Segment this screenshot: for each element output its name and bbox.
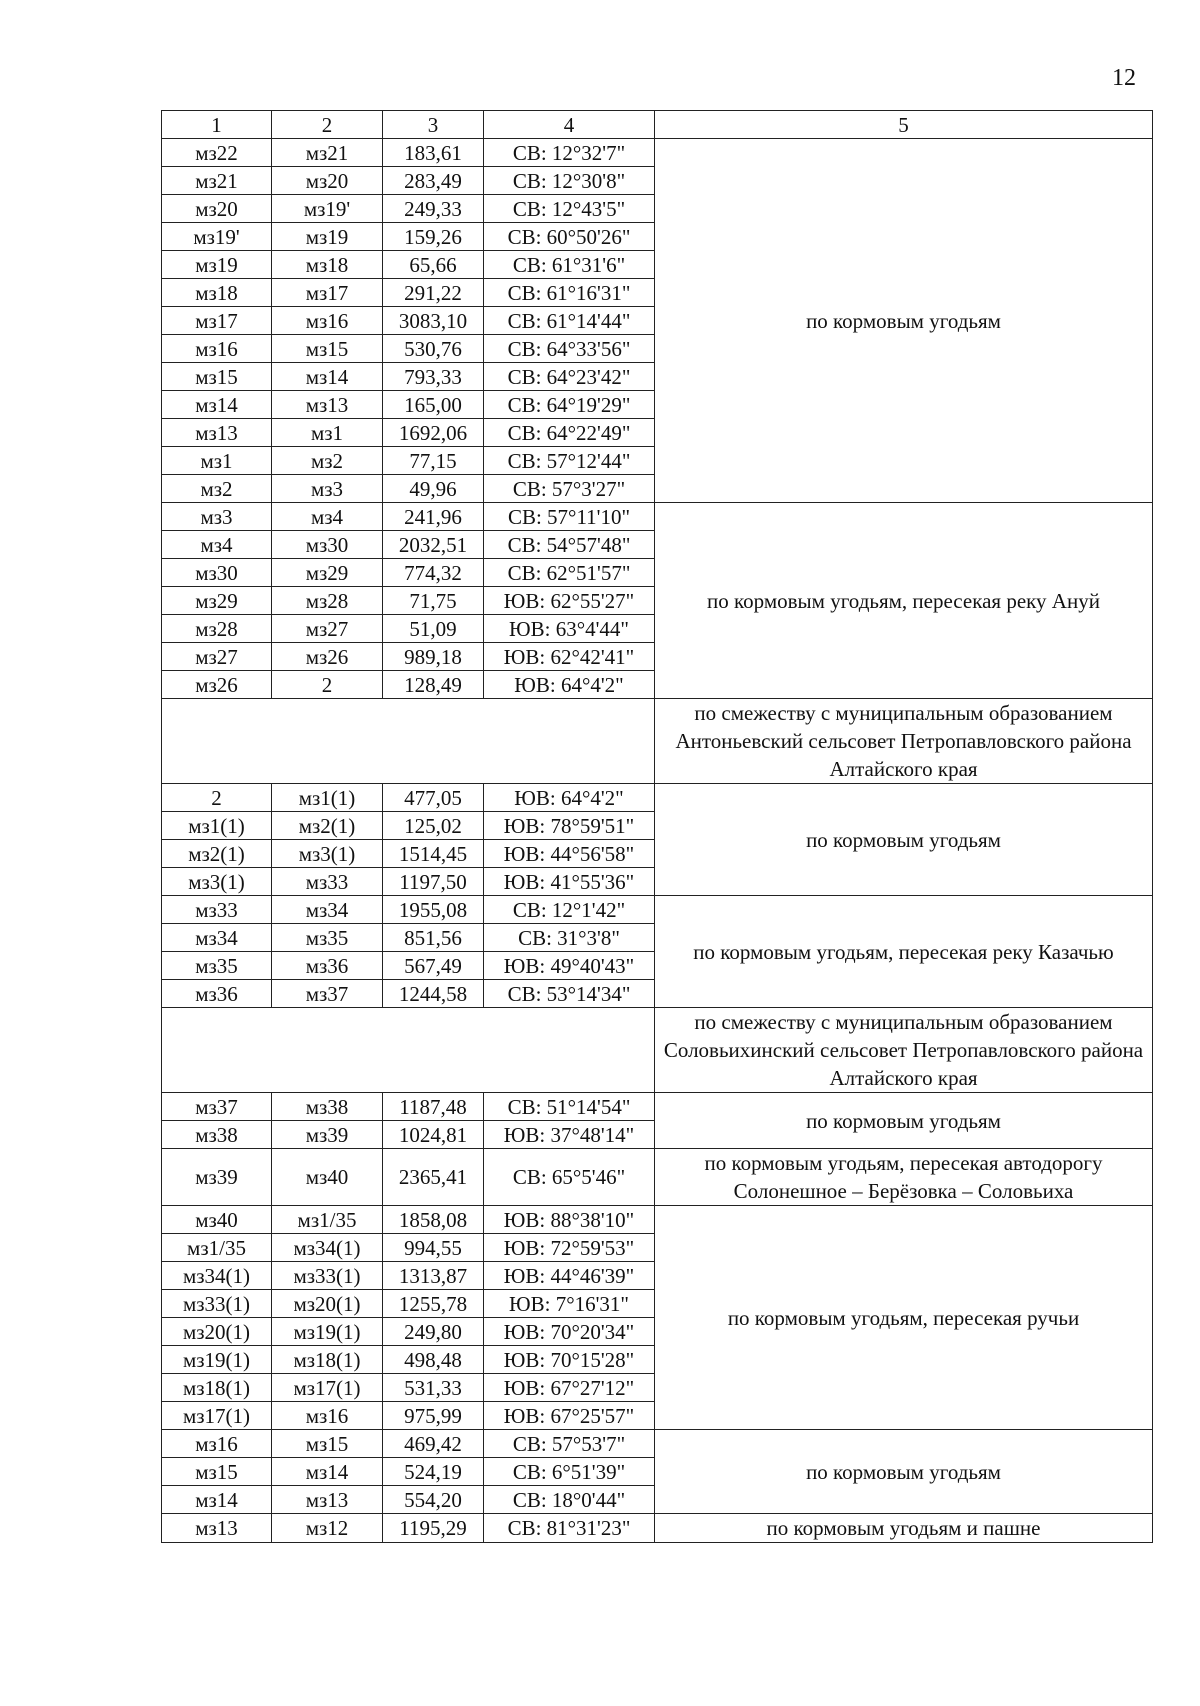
point-to: мз19(1)	[272, 1318, 383, 1346]
segment-length: 774,32	[383, 559, 484, 587]
segment-bearing: СВ: 81°31'23"	[484, 1514, 655, 1543]
header-row	[162, 111, 1153, 139]
boundary-table	[161, 110, 1153, 1543]
segment-bearing: ЮВ: 62°55'27"	[484, 587, 655, 615]
empty-merged-cell	[162, 699, 655, 784]
point-from: мз33(1)	[162, 1290, 272, 1318]
segment-bearing: ЮВ: 88°38'10"	[484, 1206, 655, 1234]
segment-bearing: СВ: 54°57'48"	[484, 531, 655, 559]
boundary-description: по кормовым угодьям и пашне	[655, 1514, 1153, 1543]
point-from: мз40	[162, 1206, 272, 1234]
segment-bearing: СВ: 12°30'8"	[484, 167, 655, 195]
point-from: мз2(1)	[162, 840, 272, 868]
segment-length: 975,99	[383, 1402, 484, 1430]
segment-bearing: СВ: 64°19'29"	[484, 391, 655, 419]
point-to: мз14	[272, 1458, 383, 1486]
point-to: мз17(1)	[272, 1374, 383, 1402]
segment-length: 1255,78	[383, 1290, 484, 1318]
segment-bearing: СВ: 65°5'46"	[484, 1149, 655, 1206]
segment-bearing: ЮВ: 62°42'41"	[484, 643, 655, 671]
point-to: мз36	[272, 952, 383, 980]
table-row	[162, 1093, 1153, 1121]
boundary-description: по кормовым угодьям, пересекая ручьи	[655, 1206, 1153, 1430]
segment-length: 1187,48	[383, 1093, 484, 1121]
point-from: мз19	[162, 251, 272, 279]
segment-bearing: СВ: 61°16'31"	[484, 279, 655, 307]
segment-bearing: ЮВ: 78°59'51"	[484, 812, 655, 840]
segment-length: 2032,51	[383, 531, 484, 559]
segment-length: 531,33	[383, 1374, 484, 1402]
segment-bearing: СВ: 57°53'7"	[484, 1430, 655, 1458]
point-from: мз28	[162, 615, 272, 643]
point-to: мз2(1)	[272, 812, 383, 840]
segment-length: 994,55	[383, 1234, 484, 1262]
point-to: мз39	[272, 1121, 383, 1149]
segment-bearing: ЮВ: 70°20'34"	[484, 1318, 655, 1346]
segment-length: 51,09	[383, 615, 484, 643]
segment-bearing: СВ: 57°3'27"	[484, 475, 655, 503]
point-from: мз13	[162, 1514, 272, 1543]
boundary-description: по кормовым угодьям	[655, 1093, 1153, 1149]
point-from: мз4	[162, 531, 272, 559]
point-to: мз17	[272, 279, 383, 307]
boundary-description: по кормовым угодьям	[655, 1430, 1153, 1514]
segment-length: 125,02	[383, 812, 484, 840]
segment-length: 1024,81	[383, 1121, 484, 1149]
segment-bearing: ЮВ: 49°40'43"	[484, 952, 655, 980]
segment-length: 65,66	[383, 251, 484, 279]
segment-bearing: СВ: 64°22'49"	[484, 419, 655, 447]
column-header-5: 5	[655, 111, 1153, 139]
point-from: мз14	[162, 1486, 272, 1514]
point-from: мз17(1)	[162, 1402, 272, 1430]
column-header-1: 1	[162, 111, 272, 139]
segment-length: 2365,41	[383, 1149, 484, 1206]
point-to: мз27	[272, 615, 383, 643]
segment-length: 498,48	[383, 1346, 484, 1374]
point-to: мз33	[272, 868, 383, 896]
segment-length: 477,05	[383, 784, 484, 812]
table-row	[162, 1514, 1153, 1543]
point-from: мз27	[162, 643, 272, 671]
point-from: мз17	[162, 307, 272, 335]
point-to: мз15	[272, 1430, 383, 1458]
segment-length: 77,15	[383, 447, 484, 475]
segment-length: 530,76	[383, 335, 484, 363]
segment-length: 249,33	[383, 195, 484, 223]
segment-length: 241,96	[383, 503, 484, 531]
point-to: мз40	[272, 1149, 383, 1206]
segment-bearing: СВ: 53°14'34"	[484, 980, 655, 1008]
point-from: мз22	[162, 139, 272, 167]
point-to: мз20	[272, 167, 383, 195]
point-to: мз13	[272, 1486, 383, 1514]
point-from: мз39	[162, 1149, 272, 1206]
segment-bearing: ЮВ: 72°59'53"	[484, 1234, 655, 1262]
point-to: мз29	[272, 559, 383, 587]
point-from: мз29	[162, 587, 272, 615]
segment-length: 1244,58	[383, 980, 484, 1008]
point-to: мз3	[272, 475, 383, 503]
segment-bearing: ЮВ: 37°48'14"	[484, 1121, 655, 1149]
point-to: мз12	[272, 1514, 383, 1543]
segment-length: 49,96	[383, 475, 484, 503]
segment-length: 291,22	[383, 279, 484, 307]
point-to: мз19'	[272, 195, 383, 223]
table-row	[162, 1430, 1153, 1458]
segment-bearing: ЮВ: 64°4'2"	[484, 671, 655, 699]
segment-bearing: ЮВ: 64°4'2"	[484, 784, 655, 812]
adjacency-note-row	[162, 1008, 1153, 1093]
point-to: мз35	[272, 924, 383, 952]
point-from: мз1/35	[162, 1234, 272, 1262]
segment-bearing: СВ: 18°0'44"	[484, 1486, 655, 1514]
point-from: мз18	[162, 279, 272, 307]
point-to: мз1	[272, 419, 383, 447]
point-to: мз1/35	[272, 1206, 383, 1234]
segment-length: 1195,29	[383, 1514, 484, 1543]
segment-length: 1514,45	[383, 840, 484, 868]
point-to: мз14	[272, 363, 383, 391]
point-from: мз34	[162, 924, 272, 952]
segment-bearing: ЮВ: 67°25'57"	[484, 1402, 655, 1430]
point-to: мз26	[272, 643, 383, 671]
table-row	[162, 784, 1153, 812]
boundary-description: по кормовым угодьям, пересекая реку Ануй	[655, 503, 1153, 699]
column-header-3: 3	[383, 111, 484, 139]
boundary-description: по кормовым угодьям	[655, 784, 1153, 896]
point-to: 2	[272, 671, 383, 699]
point-to: мз38	[272, 1093, 383, 1121]
column-header-2: 2	[272, 111, 383, 139]
point-to: мз21	[272, 139, 383, 167]
point-from: мз3(1)	[162, 868, 272, 896]
segment-bearing: СВ: 12°32'7"	[484, 139, 655, 167]
point-from: мз1	[162, 447, 272, 475]
adjacency-note-row	[162, 699, 1153, 784]
segment-bearing: СВ: 6°51'39"	[484, 1458, 655, 1486]
point-to: мз18	[272, 251, 383, 279]
segment-length: 128,49	[383, 671, 484, 699]
segment-length: 165,00	[383, 391, 484, 419]
segment-length: 1955,08	[383, 896, 484, 924]
table-row	[162, 503, 1153, 531]
point-from: мз33	[162, 896, 272, 924]
point-from: мз26	[162, 671, 272, 699]
segment-bearing: СВ: 62°51'57"	[484, 559, 655, 587]
point-to: мз2	[272, 447, 383, 475]
boundary-description: по смежеству с муниципальным образованием Соловьихинский сельсовет Петропавловского района Алтайского края	[655, 1008, 1153, 1093]
segment-length: 249,80	[383, 1318, 484, 1346]
point-from: мз19'	[162, 223, 272, 251]
point-to: мз13	[272, 391, 383, 419]
segment-bearing: СВ: 57°11'10"	[484, 503, 655, 531]
segment-bearing: СВ: 12°43'5"	[484, 195, 655, 223]
point-from: мз15	[162, 363, 272, 391]
segment-bearing: СВ: 12°1'42"	[484, 896, 655, 924]
table-row	[162, 896, 1153, 924]
point-to: мз28	[272, 587, 383, 615]
segment-bearing: ЮВ: 44°56'58"	[484, 840, 655, 868]
point-to: мз18(1)	[272, 1346, 383, 1374]
segment-bearing: СВ: 64°23'42"	[484, 363, 655, 391]
point-to: мз4	[272, 503, 383, 531]
point-to: мз34(1)	[272, 1234, 383, 1262]
point-from: мз36	[162, 980, 272, 1008]
segment-bearing: СВ: 31°3'8"	[484, 924, 655, 952]
point-from: мз19(1)	[162, 1346, 272, 1374]
point-from: мз16	[162, 1430, 272, 1458]
point-from: мз35	[162, 952, 272, 980]
point-to: мз34	[272, 896, 383, 924]
segment-length: 283,49	[383, 167, 484, 195]
boundary-description: по смежеству с муниципальным образованием Антоньевский сельсовет Петропавловского района Алтайского края	[655, 699, 1153, 784]
point-to: мз19	[272, 223, 383, 251]
segment-length: 159,26	[383, 223, 484, 251]
segment-bearing: СВ: 51°14'54"	[484, 1093, 655, 1121]
point-from: мз21	[162, 167, 272, 195]
column-header-4: 4	[484, 111, 655, 139]
segment-length: 1858,08	[383, 1206, 484, 1234]
segment-length: 851,56	[383, 924, 484, 952]
segment-length: 71,75	[383, 587, 484, 615]
point-to: мз20(1)	[272, 1290, 383, 1318]
segment-bearing: ЮВ: 7°16'31"	[484, 1290, 655, 1318]
segment-bearing: ЮВ: 44°46'39"	[484, 1262, 655, 1290]
point-from: мз15	[162, 1458, 272, 1486]
segment-bearing: СВ: 64°33'56"	[484, 335, 655, 363]
point-from: мз37	[162, 1093, 272, 1121]
segment-bearing: СВ: 61°14'44"	[484, 307, 655, 335]
point-from: 2	[162, 784, 272, 812]
segment-length: 183,61	[383, 139, 484, 167]
segment-bearing: ЮВ: 70°15'28"	[484, 1346, 655, 1374]
segment-length: 793,33	[383, 363, 484, 391]
point-from: мз13	[162, 419, 272, 447]
boundary-description: по кормовым угодьям	[655, 139, 1153, 503]
segment-length: 567,49	[383, 952, 484, 980]
boundary-description: по кормовым угодьям, пересекая реку Казачью	[655, 896, 1153, 1008]
segment-length: 1313,87	[383, 1262, 484, 1290]
segment-length: 989,18	[383, 643, 484, 671]
segment-bearing: ЮВ: 63°4'44"	[484, 615, 655, 643]
point-to: мз33(1)	[272, 1262, 383, 1290]
segment-length: 3083,10	[383, 307, 484, 335]
point-to: мз30	[272, 531, 383, 559]
point-to: мз1(1)	[272, 784, 383, 812]
page-number: 12	[1112, 65, 1136, 91]
point-to: мз3(1)	[272, 840, 383, 868]
segment-length: 524,19	[383, 1458, 484, 1486]
point-to: мз37	[272, 980, 383, 1008]
segment-bearing: СВ: 57°12'44"	[484, 447, 655, 475]
empty-merged-cell	[162, 1008, 655, 1093]
segment-length: 554,20	[383, 1486, 484, 1514]
point-from: мз16	[162, 335, 272, 363]
point-from: мз2	[162, 475, 272, 503]
segment-length: 1197,50	[383, 868, 484, 896]
table-row	[162, 139, 1153, 167]
segment-bearing: ЮВ: 67°27'12"	[484, 1374, 655, 1402]
segment-bearing: ЮВ: 41°55'36"	[484, 868, 655, 896]
point-from: мз14	[162, 391, 272, 419]
segment-length: 469,42	[383, 1430, 484, 1458]
table-row	[162, 1149, 1153, 1206]
point-to: мз16	[272, 1402, 383, 1430]
segment-bearing: СВ: 60°50'26"	[484, 223, 655, 251]
point-from: мз38	[162, 1121, 272, 1149]
point-from: мз1(1)	[162, 812, 272, 840]
segment-bearing: СВ: 61°31'6"	[484, 251, 655, 279]
point-from: мз18(1)	[162, 1374, 272, 1402]
point-from: мз30	[162, 559, 272, 587]
point-to: мз16	[272, 307, 383, 335]
boundary-table-body	[162, 111, 1153, 1543]
boundary-description: по кормовым угодьям, пересекая автодорогу Солонешное – Берёзовка – Соловьиха	[655, 1149, 1153, 1206]
point-from: мз3	[162, 503, 272, 531]
point-from: мз20	[162, 195, 272, 223]
point-from: мз20(1)	[162, 1318, 272, 1346]
point-from: мз34(1)	[162, 1262, 272, 1290]
point-to: мз15	[272, 335, 383, 363]
segment-length: 1692,06	[383, 419, 484, 447]
table-row	[162, 1206, 1153, 1234]
